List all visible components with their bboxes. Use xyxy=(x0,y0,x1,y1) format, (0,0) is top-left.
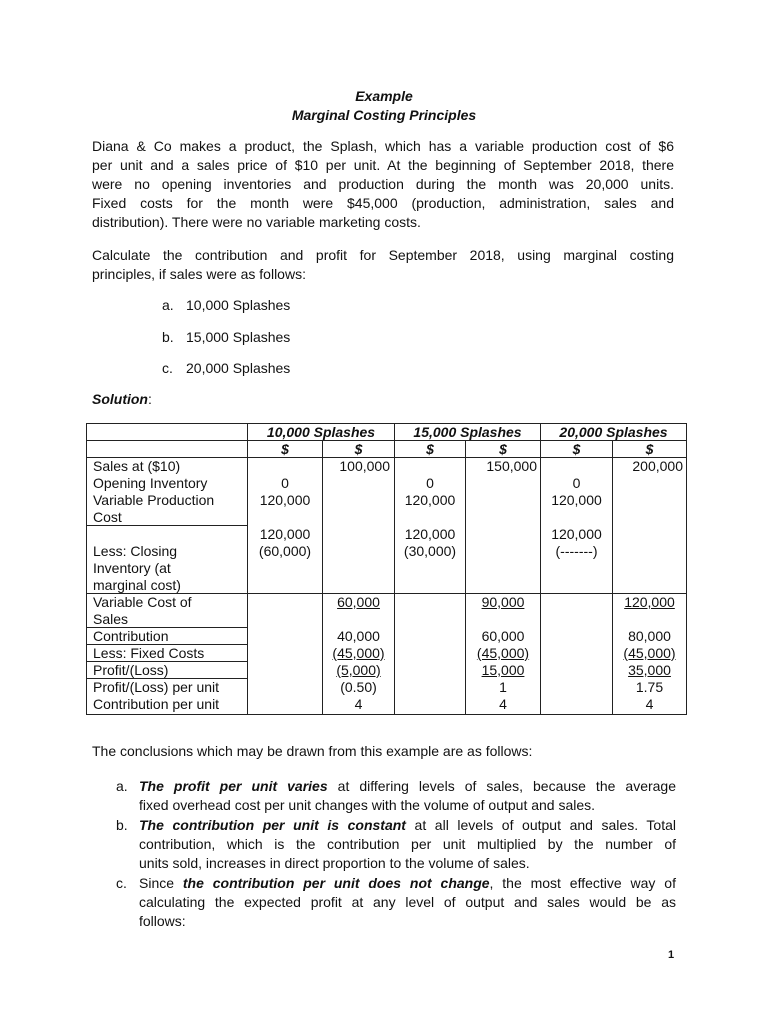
intro-line: were no opening inventories and production during the month was 20,000 units. xyxy=(92,176,674,192)
cell-value: 1 xyxy=(499,679,507,695)
row-label: Cost xyxy=(93,509,122,525)
row-label: Sales at ($10) xyxy=(93,458,181,474)
option-c xyxy=(162,360,290,376)
solution-word: Solution xyxy=(92,391,148,407)
cell-value: (60,000) xyxy=(258,543,312,559)
intro-paragraph xyxy=(92,137,674,232)
conclusion-text: Since xyxy=(139,875,183,891)
cell-value: 120,000 xyxy=(551,492,602,508)
column-header: 10,000 Splashes xyxy=(266,424,376,440)
cell-value: 120,000 xyxy=(404,492,456,508)
bold-phrase: the contribution per unit does not change xyxy=(182,875,490,891)
bold-phrase: The contribution per unit is constant xyxy=(139,817,406,833)
cell-value: 0 xyxy=(572,475,581,491)
cell-value: 60,000 xyxy=(481,628,525,644)
option-label: a. xyxy=(162,297,174,313)
conclusion-line: fixed overhead cost per unit changes with the volume of output and sales. xyxy=(139,797,596,813)
cell-value: 200,000 xyxy=(632,458,683,474)
row-label: Profit/(Loss) per unit xyxy=(93,679,220,695)
conclusions-intro: The conclusions which may be drawn from this example are as follows: xyxy=(92,743,533,759)
column-divider xyxy=(394,424,395,714)
conclusion-line: follows: xyxy=(139,913,186,929)
example-heading: Example xyxy=(355,88,413,104)
row-label: Variable Production xyxy=(93,492,215,508)
conclusion-line: calculating the expected profit at any level of output and sales would be as xyxy=(139,894,676,910)
bold-phrase: The profit per unit varies xyxy=(139,778,328,794)
row-label: Contribution xyxy=(93,628,169,644)
intro-line: Fixed costs for the month were $45,000 (production, administration, sales and xyxy=(92,195,674,211)
cell-value: 100,000 xyxy=(339,458,390,474)
solution-label xyxy=(92,391,152,407)
question-line: Calculate the contribution and profit for September 2018, using marginal costing xyxy=(92,247,674,263)
list-marker: a. xyxy=(116,778,128,794)
cell-value: (-------) xyxy=(555,543,598,559)
solution-colon: : xyxy=(148,391,152,407)
cell-value: 35,000 xyxy=(628,662,671,678)
cell-value: 120,000 xyxy=(624,594,675,610)
column-header: 15,000 Splashes xyxy=(413,424,522,440)
intro-line: Diana & Co makes a product, the Splash, which has a variable production cost of $6 xyxy=(92,138,674,154)
currency-header: $ xyxy=(499,441,507,457)
cell-value: (0.50) xyxy=(340,679,377,695)
cell-value: (45,000) xyxy=(476,645,530,661)
cell-value: 120,000 xyxy=(404,526,456,542)
conclusion-text: at all levels of output and sales. Total xyxy=(405,817,676,833)
column-divider xyxy=(247,424,248,714)
option-label: b. xyxy=(162,329,174,345)
list-marker: b. xyxy=(116,817,128,833)
cell-value: (5,000) xyxy=(336,662,381,678)
cell-value: (45,000) xyxy=(623,645,676,661)
row-label: Inventory (at xyxy=(93,560,171,576)
intro-line: distribution). There were no variable marketing costs. xyxy=(92,214,421,230)
row-label: marginal cost) xyxy=(93,577,181,593)
cell-value: 1.75 xyxy=(635,679,664,695)
conclusion-item-b xyxy=(116,816,676,873)
row-label: Profit/(Loss) xyxy=(93,662,169,678)
currency-header: $ xyxy=(426,441,434,457)
conclusion-line xyxy=(139,816,676,835)
column-divider xyxy=(540,424,541,714)
conclusion-line: contribution, which is the contribution per unit multiplied by the number of xyxy=(139,836,676,852)
currency-header: $ xyxy=(281,441,289,457)
option-text: 15,000 Splashes xyxy=(186,329,291,345)
cell-value: 150,000 xyxy=(486,458,537,474)
conclusion-item-a xyxy=(116,777,676,815)
option-a xyxy=(162,297,290,313)
cell-value: 0 xyxy=(281,475,289,491)
conclusion-line: units sold, increases in direct proportion to the volume of sales. xyxy=(139,855,530,871)
cell-value: 15,000 xyxy=(481,662,525,678)
intro-line: per unit and a sales price of $10 per unit. At the beginning of September 2018, there xyxy=(92,157,674,173)
conclusion-line xyxy=(139,874,676,893)
conclusion-text: at differing levels of sales, because the average xyxy=(327,778,677,794)
cell-value: 4 xyxy=(645,696,654,712)
cell-value: 120,000 xyxy=(259,492,311,508)
currency-header: $ xyxy=(572,441,581,457)
conclusion-item-c xyxy=(116,874,676,931)
page-number: 1 xyxy=(668,949,675,961)
list-marker: c. xyxy=(116,875,127,891)
row-label: Contribution per unit xyxy=(93,696,220,712)
question-line: principles, if sales were as follows: xyxy=(92,266,306,282)
conclusion-line xyxy=(139,777,676,796)
cell-value: 120,000 xyxy=(259,526,311,542)
currency-header: $ xyxy=(645,441,654,457)
cell-value: 60,000 xyxy=(337,594,380,610)
cell-value: (45,000) xyxy=(332,645,385,661)
row-label: Less: Closing xyxy=(93,543,178,559)
currency-header: $ xyxy=(354,441,363,457)
option-text: 20,000 Splashes xyxy=(186,360,291,376)
column-header: 20,000 Splashes xyxy=(559,424,668,440)
cell-value: 80,000 xyxy=(628,628,671,644)
row-label: Less: Fixed Costs xyxy=(93,645,205,661)
option-b xyxy=(162,329,290,345)
cell-value: 120,000 xyxy=(551,526,602,542)
row-label: Sales xyxy=(93,611,129,627)
page-title: Marginal Costing Principles xyxy=(291,107,477,123)
option-label: c. xyxy=(162,360,173,376)
row-label: Opening Inventory xyxy=(93,475,208,491)
question-paragraph xyxy=(92,246,674,284)
conclusion-text: , the most effective way of xyxy=(489,875,676,891)
row-label: Variable Cost of xyxy=(93,594,192,610)
cell-value: 4 xyxy=(499,696,507,712)
cell-value: 0 xyxy=(426,475,434,491)
cell-value: 90,000 xyxy=(481,594,525,610)
cell-value: (30,000) xyxy=(403,543,457,559)
costing-table xyxy=(86,423,687,715)
option-text: 10,000 Splashes xyxy=(186,297,291,313)
cell-value: 40,000 xyxy=(337,628,380,644)
cell-value: 4 xyxy=(354,696,363,712)
